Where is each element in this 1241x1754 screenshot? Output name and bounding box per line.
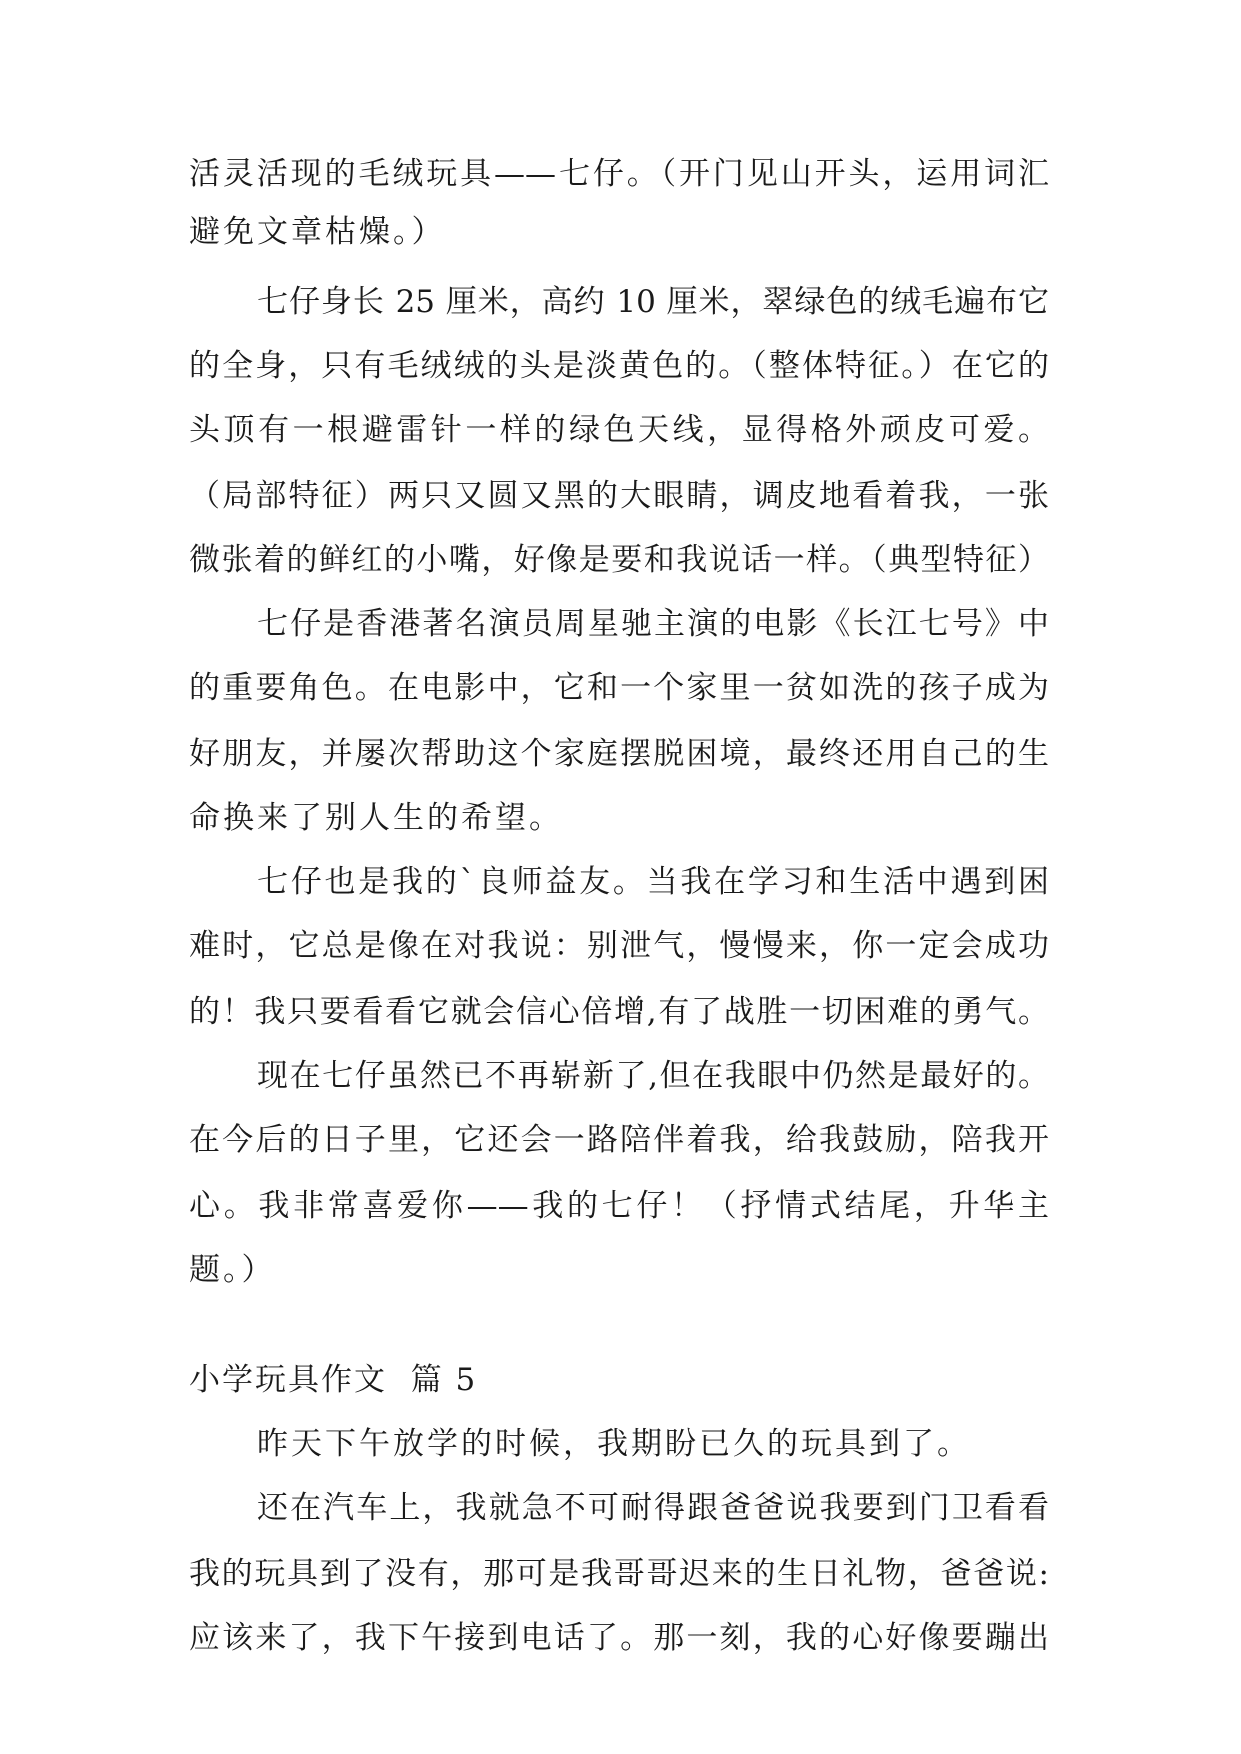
- text-line: 应该来了，我下午接到电话了。那一刻，我的心好像要蹦出: [189, 1620, 1049, 1656]
- text-line: 头顶有一根避雷针一样的绿色天线，显得格外顽皮可爱。: [189, 412, 1049, 448]
- text-line: 避免文章枯燥。）: [189, 214, 446, 250]
- text-line: 七仔是香港著名演员周星驰主演的电影《长江七号》中: [257, 606, 1049, 642]
- text-line: 的全身，只有毛绒绒的头是淡黄色的。（整体特征。）在它的: [189, 348, 1049, 384]
- text-line: 在今后的日子里，它还会一路陪伴着我，给我鼓励，陪我开: [189, 1122, 1049, 1158]
- text-line: 我的玩具到了没有，那可是我哥哥迟来的生日礼物，爸爸说:: [189, 1556, 1049, 1592]
- text-line: 七仔身长 25 厘米，高约 10 厘米，翠绿色的绒毛遍布它: [257, 284, 1049, 320]
- text-line: 命换来了别人生的希望。: [189, 800, 563, 836]
- text-line: 还在汽车上，我就急不可耐得跟爸爸说我要到门卫看看: [257, 1490, 1049, 1526]
- text-line: 的！我只要看看它就会信心倍增,有了战胜一切困难的勇气。: [189, 994, 1049, 1030]
- text-line: 的重要角色。在电影中，它和一个家里一贫如洗的孩子成为: [189, 670, 1049, 706]
- text-line: （局部特征）两只又圆又黑的大眼睛，调皮地看着我，一张: [189, 478, 1049, 514]
- text-line: 活灵活现的毛绒玩具——七仔。（开门见山开头，运用词汇: [189, 156, 1049, 192]
- text-line: 好朋友，并屡次帮助这个家庭摆脱困境，最终还用自己的生: [189, 736, 1049, 772]
- text-line: 心。我非常喜爱你——我的七仔！（抒情式结尾，升华主: [189, 1188, 1049, 1224]
- text-line: 题。）: [189, 1252, 276, 1288]
- text-line: 难时，它总是像在对我说：别泄气，慢慢来，你一定会成功: [189, 928, 1049, 964]
- text-line: 七仔也是我的`良师益友。当我在学习和生活中遇到困: [257, 864, 1049, 900]
- section-heading: 小学玩具作文 篇 5: [189, 1362, 478, 1398]
- text-line: 现在七仔虽然已不再崭新了,但在我眼中仍然是最好的。: [257, 1058, 1049, 1094]
- text-line: 微张着的鲜红的小嘴，好像是要和我说话一样。（典型特征）: [189, 542, 1049, 578]
- text-line: 昨天下午放学的时候，我期盼已久的玩具到了。: [257, 1426, 971, 1462]
